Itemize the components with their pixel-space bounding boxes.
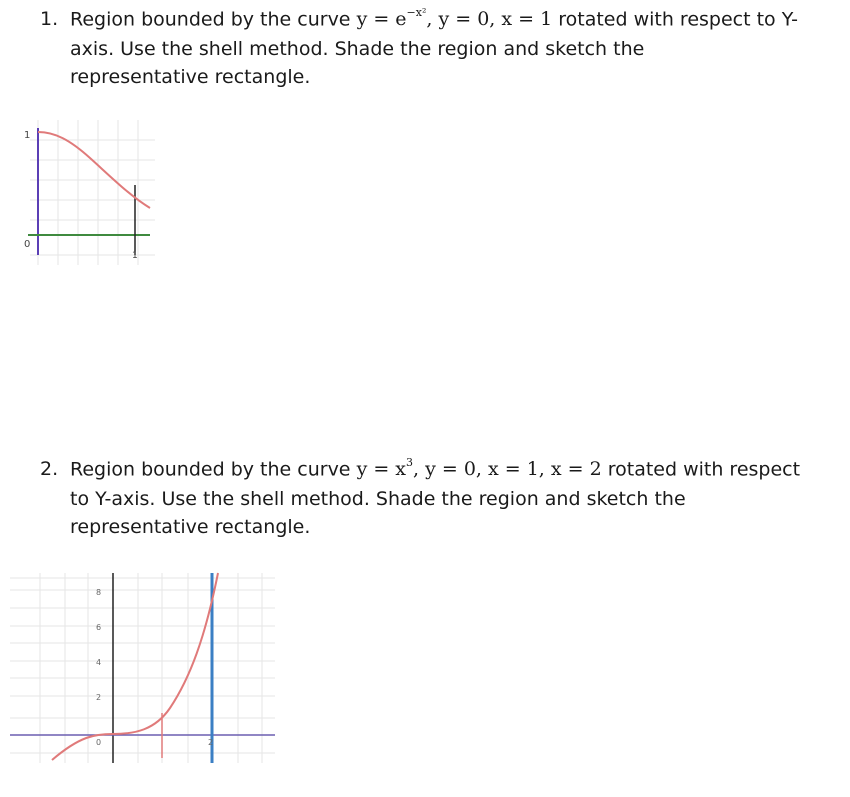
- problem-number: 1.: [40, 8, 59, 30]
- problem-2-line-1: [70, 458, 800, 480]
- problem-1-line-2: axis. Use the shell method. Shade the region and sketch the: [70, 38, 645, 60]
- y-tick-label: 1: [24, 130, 31, 141]
- curve-cubic: [52, 573, 218, 760]
- problem-text: rotated with respect: [607, 458, 801, 481]
- problem-2-line-2: to Y-axis. Use the shell method. Shade the region and sketch the: [70, 488, 686, 510]
- y-tick-label: 2: [96, 693, 102, 702]
- graph-2: [10, 568, 280, 768]
- y-tick-label: 4: [96, 658, 102, 667]
- y-tick-label: 0: [24, 239, 31, 250]
- y-tick-label: 6: [96, 623, 102, 632]
- problem-number: 2.: [40, 458, 59, 480]
- x-tick-label: 1: [132, 251, 138, 261]
- y-tick-label: 8: [96, 588, 102, 597]
- problem-1-line-3: representative rectangle.: [70, 66, 311, 88]
- x-tick-label: 2: [208, 738, 214, 747]
- y-tick-label: 0: [96, 738, 102, 747]
- problem-text: Region bounded by the curve: [70, 458, 351, 481]
- equation: $y = x^3$, y = 0, x = 1, x = 2: [356, 456, 602, 481]
- grid: [30, 120, 155, 265]
- graph-1: [10, 110, 160, 270]
- problem-text: Region bounded by the curve: [70, 8, 351, 31]
- problem-2-line-3: representative rectangle.: [70, 516, 311, 538]
- problem-text: rotated with respect to Y-: [558, 8, 798, 31]
- curve-exp: [38, 132, 150, 208]
- equation: $y = e^{-x^2}$, y = 0, x = 1: [356, 6, 553, 31]
- problem-1-line-1: [70, 8, 798, 30]
